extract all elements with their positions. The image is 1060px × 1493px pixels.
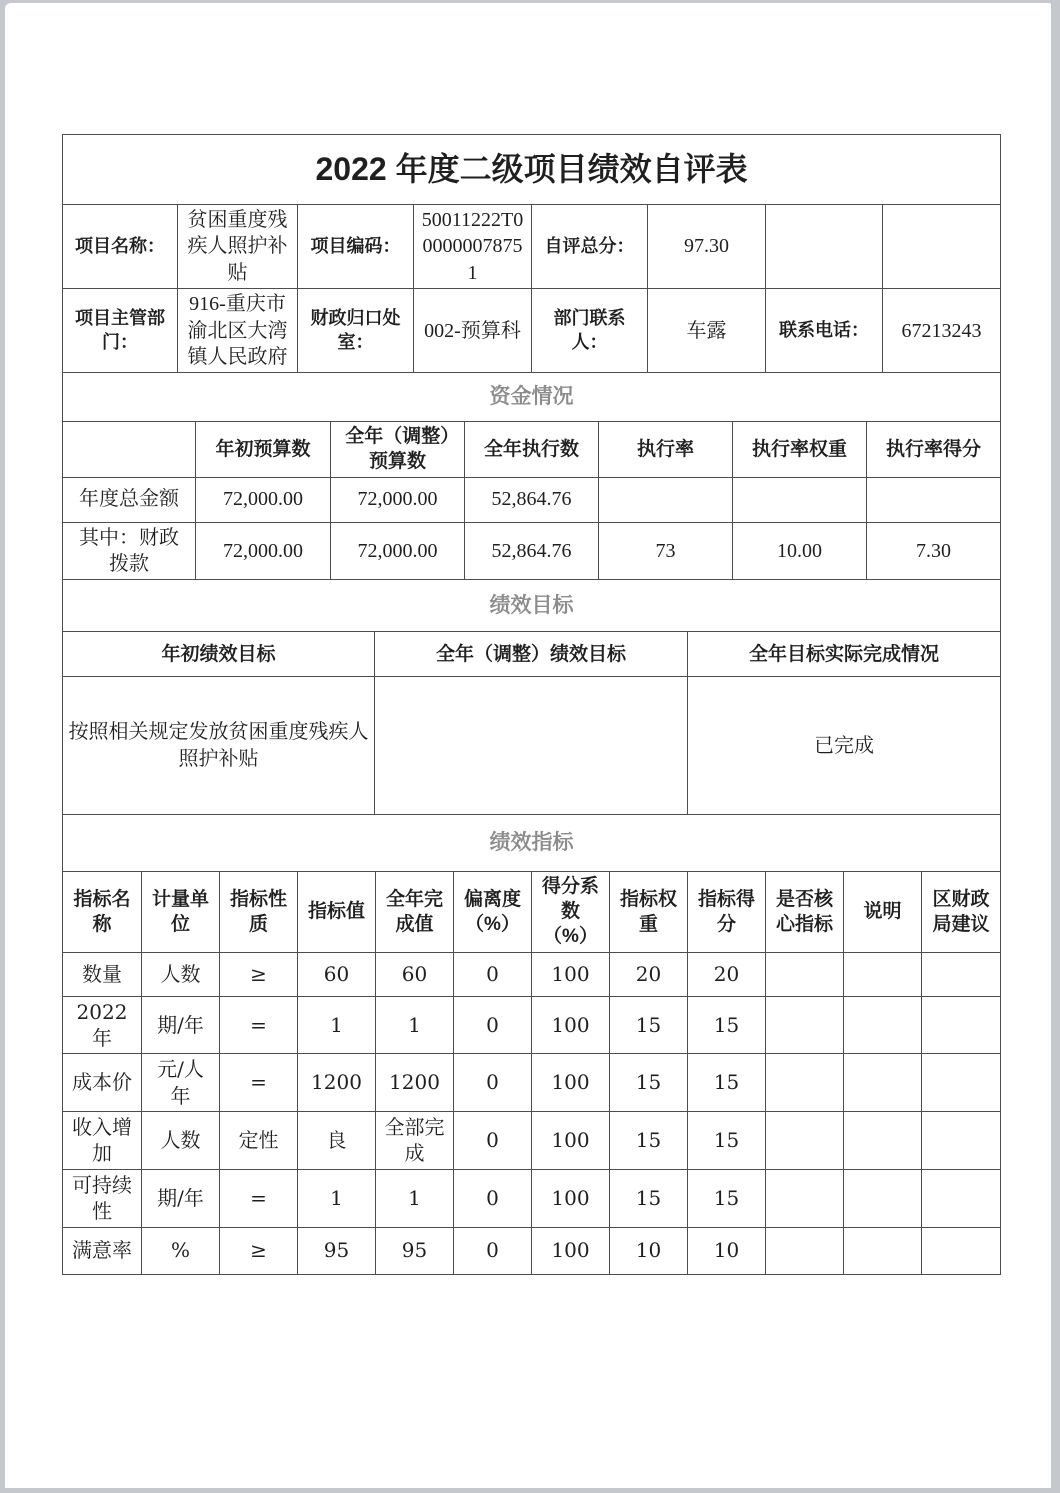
data-cell — [844, 1227, 922, 1274]
data-cell: 收入增加 — [63, 1112, 142, 1170]
data-cell — [922, 996, 1001, 1054]
table-row — [63, 205, 1001, 289]
header-cell: 指标得分 — [688, 872, 766, 952]
data-cell: 15 — [688, 1054, 766, 1112]
data-cell: 15 — [610, 1112, 688, 1170]
data-cell: 元/人年 — [142, 1054, 220, 1112]
data-cell: 10 — [610, 1227, 688, 1274]
data-cell — [844, 1054, 922, 1112]
funding-table — [62, 372, 1001, 580]
table-row — [63, 1227, 1001, 1274]
data-cell: 7.30 — [867, 522, 1001, 580]
header-row — [63, 872, 1001, 952]
data-cell: 60 — [376, 952, 454, 996]
self-score-value: 97.30 — [648, 205, 766, 289]
self-score-label: 自评总分： — [532, 205, 648, 289]
data-cell: 满意率 — [63, 1227, 142, 1274]
header-cell: 全年目标实际完成情况 — [688, 632, 1001, 677]
data-cell — [922, 952, 1001, 996]
data-cell: 1200 — [298, 1054, 376, 1112]
data-cell: = — [220, 1169, 298, 1227]
data-cell: 72,000.00 — [331, 522, 465, 580]
data-cell: 95 — [376, 1227, 454, 1274]
data-cell: = — [220, 996, 298, 1054]
data-cell: 15 — [610, 1054, 688, 1112]
data-cell — [766, 1227, 844, 1274]
data-cell: 可持续性 — [63, 1169, 142, 1227]
data-cell: 良 — [298, 1112, 376, 1170]
data-cell: 72,000.00 — [196, 477, 331, 522]
data-cell: 73 — [599, 522, 733, 580]
data-cell: 100 — [532, 1227, 610, 1274]
section-title-goals: 绩效目标 — [63, 580, 1001, 632]
header-cell: 指标性质 — [220, 872, 298, 952]
header-cell: 得分系数（%） — [532, 872, 610, 952]
data-cell: 1 — [298, 996, 376, 1054]
header-cell: 指标名称 — [63, 872, 142, 952]
project-code-value: 50011222T000000078751 — [414, 205, 532, 289]
table-row — [63, 522, 1001, 580]
section-band — [63, 373, 1001, 422]
project-name-label: 项目名称： — [63, 205, 178, 289]
data-cell — [867, 477, 1001, 522]
dept-label: 项目主管部门： — [63, 289, 178, 373]
empty-cell — [766, 205, 883, 289]
data-cell: 数量 — [63, 952, 142, 996]
data-cell: 期/年 — [142, 996, 220, 1054]
header-cell: 执行率得分 — [867, 422, 1001, 477]
goal-completion-value: 已完成 — [688, 677, 1001, 815]
data-cell: 20 — [610, 952, 688, 996]
data-cell: 15 — [688, 1169, 766, 1227]
data-cell: 全部完成 — [376, 1112, 454, 1170]
data-cell — [766, 1112, 844, 1170]
row-label: 年度总金额 — [63, 477, 196, 522]
data-cell: 100 — [532, 1112, 610, 1170]
data-cell: 1 — [298, 1169, 376, 1227]
data-cell: 0 — [454, 1227, 532, 1274]
goal-adjusted-value — [375, 677, 688, 815]
data-cell: 1 — [376, 996, 454, 1054]
data-cell: 定性 — [220, 1112, 298, 1170]
phone-label: 联系电话： — [766, 289, 883, 373]
data-cell: 95 — [298, 1227, 376, 1274]
data-cell: 15 — [688, 996, 766, 1054]
data-cell: 52,864.76 — [465, 522, 599, 580]
data-cell: 0 — [454, 1169, 532, 1227]
table-row — [63, 1112, 1001, 1170]
section-title-indicators: 绩效指标 — [63, 815, 1001, 872]
header-cell: 指标值 — [298, 872, 376, 952]
section-title-funding: 资金情况 — [63, 373, 1001, 422]
data-cell: 1 — [376, 1169, 454, 1227]
data-cell — [766, 996, 844, 1054]
header-cell: 年初绩效目标 — [63, 632, 375, 677]
header-row — [63, 632, 1001, 677]
data-cell — [766, 952, 844, 996]
info-table — [62, 134, 1001, 373]
data-cell — [922, 1112, 1001, 1170]
data-cell: ≥ — [220, 1227, 298, 1274]
header-cell: 计量单位 — [142, 872, 220, 952]
section-band — [63, 580, 1001, 632]
data-cell: 0 — [454, 952, 532, 996]
data-cell — [599, 477, 733, 522]
data-cell: 10 — [688, 1227, 766, 1274]
data-cell — [844, 996, 922, 1054]
data-cell: 15 — [610, 996, 688, 1054]
table-row — [63, 477, 1001, 522]
table-row — [63, 996, 1001, 1054]
data-cell — [844, 1169, 922, 1227]
office-value: 002-预算科 — [414, 289, 532, 373]
table-row — [63, 952, 1001, 996]
data-cell — [922, 1169, 1001, 1227]
data-cell: % — [142, 1227, 220, 1274]
header-cell: 全年（调整）预算数 — [331, 422, 465, 477]
indicators-table — [62, 814, 1001, 1274]
data-cell: 期/年 — [142, 1169, 220, 1227]
row-label: 其中：财政拨款 — [63, 522, 196, 580]
data-cell: 10.00 — [733, 522, 867, 580]
phone-value: 67213243 — [883, 289, 1001, 373]
empty-cell — [883, 205, 1001, 289]
dept-value: 916-重庆市渝北区大湾镇人民政府 — [178, 289, 298, 373]
data-cell: 0 — [454, 1112, 532, 1170]
data-cell — [844, 1112, 922, 1170]
data-cell: 人数 — [142, 1112, 220, 1170]
data-cell: 0 — [454, 1054, 532, 1112]
header-cell: 执行率 — [599, 422, 733, 477]
goal-initial-value: 按照相关规定发放贫困重度残疾人照护补贴 — [63, 677, 375, 815]
contact-label: 部门联系人： — [532, 289, 648, 373]
data-cell: 100 — [532, 952, 610, 996]
header-cell: 全年完成值 — [376, 872, 454, 952]
data-cell — [733, 477, 867, 522]
data-cell: = — [220, 1054, 298, 1112]
contact-value: 车露 — [648, 289, 766, 373]
data-cell — [922, 1227, 1001, 1274]
header-cell — [63, 422, 196, 477]
table-row — [63, 1054, 1001, 1112]
data-cell: 15 — [688, 1112, 766, 1170]
table-row — [63, 289, 1001, 373]
data-cell: 2022年 — [63, 996, 142, 1054]
header-cell: 年初预算数 — [196, 422, 331, 477]
data-cell: 15 — [610, 1169, 688, 1227]
header-cell: 说明 — [844, 872, 922, 952]
data-cell: 52,864.76 — [465, 477, 599, 522]
header-cell: 全年执行数 — [465, 422, 599, 477]
project-code-label: 项目编码： — [298, 205, 414, 289]
data-cell: 1200 — [376, 1054, 454, 1112]
project-name-value: 贫困重度残疾人照护补贴 — [178, 205, 298, 289]
self-evaluation-form — [62, 134, 1000, 1275]
page-title: 2022 年度二级项目绩效自评表 — [63, 135, 1001, 205]
data-cell: 100 — [532, 1054, 610, 1112]
data-cell: 72,000.00 — [196, 522, 331, 580]
header-cell: 全年（调整）绩效目标 — [375, 632, 688, 677]
header-cell: 是否核心指标 — [766, 872, 844, 952]
header-cell: 偏离度（%） — [454, 872, 532, 952]
office-label: 财政归口处室： — [298, 289, 414, 373]
data-cell: 20 — [688, 952, 766, 996]
header-cell: 区财政局建议 — [922, 872, 1001, 952]
header-row — [63, 422, 1001, 477]
data-cell: 0 — [454, 996, 532, 1054]
data-cell: 72,000.00 — [331, 477, 465, 522]
data-cell: 成本价 — [63, 1054, 142, 1112]
header-cell: 指标权重 — [610, 872, 688, 952]
header-cell: 执行率权重 — [733, 422, 867, 477]
data-cell — [766, 1169, 844, 1227]
document-page — [5, 3, 1051, 1488]
data-cell: 100 — [532, 1169, 610, 1227]
data-cell: 60 — [298, 952, 376, 996]
title-row — [63, 135, 1001, 205]
data-cell: ≥ — [220, 952, 298, 996]
data-cell — [844, 952, 922, 996]
table-row — [63, 1169, 1001, 1227]
data-cell — [766, 1054, 844, 1112]
data-cell: 人数 — [142, 952, 220, 996]
goals-table — [62, 579, 1001, 815]
table-row — [63, 677, 1001, 815]
data-cell: 100 — [532, 996, 610, 1054]
data-cell — [922, 1054, 1001, 1112]
section-band — [63, 815, 1001, 872]
